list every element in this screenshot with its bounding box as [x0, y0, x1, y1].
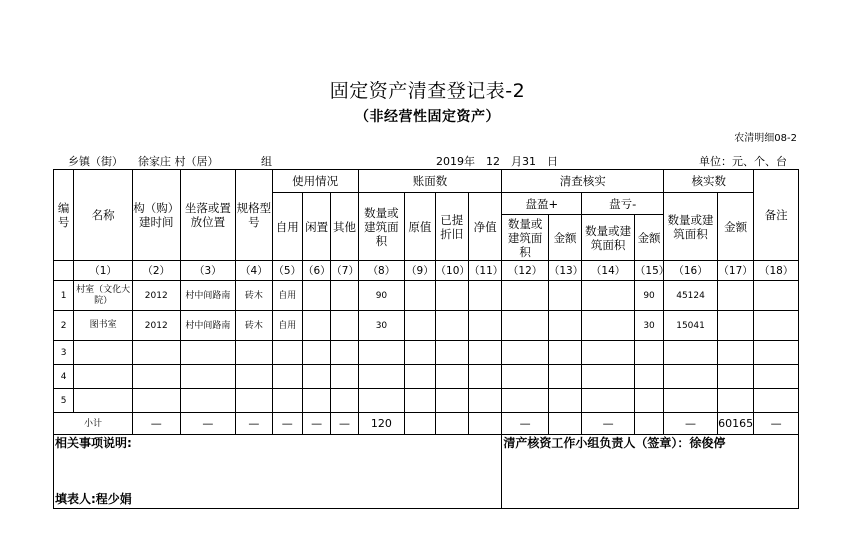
cell-net [468, 311, 501, 341]
cell-self-use [272, 341, 302, 365]
header-depreciation-label: 已提折旧 [440, 212, 464, 241]
cell-spec: 砖木 [236, 281, 272, 311]
cell-remark [754, 365, 799, 389]
responsible-cell [502, 435, 799, 509]
header-name [74, 170, 133, 261]
header-build-time-label: 构（购）建时间 [133, 201, 180, 229]
table-row [54, 365, 799, 389]
cell-surplus-amount [548, 341, 581, 365]
subtotal-build-time: — [132, 413, 180, 435]
cell-other [331, 389, 358, 413]
table-row [54, 281, 799, 311]
cell-verified-qty [664, 389, 718, 413]
table-row [54, 389, 799, 413]
cell-idle [302, 311, 330, 341]
filler-label: 填表人:程少娟 [55, 492, 132, 506]
header-book-label: 账面数 [412, 174, 448, 188]
column-number-10: （10） [435, 261, 468, 281]
header-book-qty [358, 193, 405, 261]
column-number-1: （1） [74, 261, 133, 281]
subtotal-verified-amount: 60165 [717, 413, 753, 435]
cell-other [331, 341, 358, 365]
cell-original [405, 311, 435, 341]
asset-ledger-table [53, 169, 799, 509]
column-number-row [54, 261, 799, 281]
header-original [405, 193, 435, 261]
cell-location: 村中间路南 [180, 281, 236, 311]
column-number-18: （18） [754, 261, 799, 281]
header-usage-label: 使用情况 [292, 174, 339, 188]
header-book-qty-label: 数量或建筑面积 [364, 205, 399, 248]
header-verified-amount [717, 193, 753, 261]
header-book [358, 170, 502, 193]
subtotal-surplus-qty: — [502, 413, 549, 435]
header-no-label: 编号 [57, 201, 70, 229]
cell-self-use [272, 389, 302, 413]
cell-surplus-amount [548, 389, 581, 413]
header-deficit-qty [582, 215, 635, 261]
subtotal-original [405, 413, 435, 435]
cell-spec [236, 365, 272, 389]
cell-deficit-amount [634, 365, 663, 389]
cell-book-qty [358, 341, 405, 365]
table-row [54, 341, 799, 365]
cell-net [468, 341, 501, 365]
cell-other [331, 311, 358, 341]
header-name-label: 名称 [91, 208, 115, 222]
header-check-label: 清查核实 [559, 174, 606, 188]
cell-surplus-qty [502, 389, 549, 413]
cell-location: 村中间路南 [180, 311, 236, 341]
header-other-label: 其他 [332, 219, 356, 234]
cell-no: 4 [54, 365, 74, 389]
colnum-blank [54, 261, 74, 281]
notes-label: 相关事项说明: [55, 436, 132, 450]
cell-verified-amount [717, 311, 753, 341]
cell-idle [302, 365, 330, 389]
header-no [54, 170, 74, 261]
cell-name: 村室（文化大院） [74, 281, 133, 311]
header-self-use [272, 193, 302, 261]
cell-remark [754, 389, 799, 413]
cell-remark [754, 341, 799, 365]
cell-verified-amount [717, 341, 753, 365]
cell-original [405, 341, 435, 365]
responsible-label: 清产核资工作小组负责人（签章）：徐俊停 [503, 436, 726, 450]
header-spec [236, 170, 272, 261]
cell-deficit-qty [582, 281, 635, 311]
form-code: 农清明细08-2 [734, 133, 797, 144]
header-verified-amount-label: 金额 [724, 219, 748, 234]
header-idle [302, 193, 330, 261]
cell-net [468, 281, 501, 311]
cell-deficit-amount: 90 [634, 281, 663, 311]
cell-depreciation [435, 281, 468, 311]
header-location-label: 坐落或置放位置 [184, 201, 231, 229]
cell-build-time [132, 365, 180, 389]
cell-book-qty [358, 389, 405, 413]
column-number-14: （14） [582, 261, 635, 281]
subtotal-self-use: — [272, 413, 302, 435]
cell-remark [754, 281, 799, 311]
subtotal-net [468, 413, 501, 435]
cell-surplus-qty [502, 281, 549, 311]
cell-book-qty [358, 365, 405, 389]
header-deficit-amount [634, 215, 663, 261]
subtotal-verified-qty: — [664, 413, 718, 435]
cell-surplus-amount [548, 311, 581, 341]
header-remark [754, 170, 799, 261]
cell-no: 3 [54, 341, 74, 365]
cell-name [74, 365, 133, 389]
cell-original [405, 281, 435, 311]
cell-verified-amount [717, 281, 753, 311]
cell-deficit-amount [634, 341, 663, 365]
cell-depreciation [435, 389, 468, 413]
header-self-use-label: 自用 [275, 219, 299, 234]
cell-deficit-qty [582, 311, 635, 341]
column-number-4: （4） [236, 261, 272, 281]
subtotal-depreciation [435, 413, 468, 435]
column-number-13: （13） [548, 261, 581, 281]
column-number-15: （15） [634, 261, 663, 281]
cell-location [180, 341, 236, 365]
cell-other [331, 365, 358, 389]
subtotal-location: — [180, 413, 236, 435]
subtotal-label: 小计 [54, 413, 133, 435]
cell-name [74, 341, 133, 365]
header-usage [272, 170, 358, 193]
subtotal-book-qty: 120 [358, 413, 405, 435]
cell-surplus-qty [502, 365, 549, 389]
header-depreciation [435, 193, 468, 261]
column-number-7: （7） [331, 261, 358, 281]
column-number-12: （12） [502, 261, 549, 281]
cell-spec [236, 341, 272, 365]
cell-no: 2 [54, 311, 74, 341]
cell-remark [754, 311, 799, 341]
subtotal-deficit-qty: — [582, 413, 635, 435]
header-other [331, 193, 358, 261]
cell-depreciation [435, 311, 468, 341]
cell-no: 5 [54, 389, 74, 413]
cell-no: 1 [54, 281, 74, 311]
cell-build-time [132, 341, 180, 365]
cell-verified-qty: 15041 [664, 311, 718, 341]
report-date: 2019年 12 月31 日 [436, 155, 558, 168]
cell-net [468, 365, 501, 389]
header-surplus-amount [548, 215, 581, 261]
cell-build-time [132, 389, 180, 413]
header-build-time [132, 170, 180, 261]
subtotal-remark: — [754, 413, 799, 435]
header-deficit-amount-label: 金额 [637, 230, 661, 245]
cell-location [180, 389, 236, 413]
cell-spec: 砖木 [236, 311, 272, 341]
header-remark-label: 备注 [764, 208, 788, 222]
subtotal-spec: — [236, 413, 272, 435]
table-row [54, 311, 799, 341]
header-idle-label: 闲置 [305, 219, 329, 234]
cell-deficit-amount [634, 389, 663, 413]
column-number-6: （6） [302, 261, 330, 281]
cell-surplus-amount [548, 281, 581, 311]
header-net-label: 净值 [473, 219, 497, 234]
cell-book-qty: 30 [358, 311, 405, 341]
header-deficit-label: 盘亏- [609, 196, 637, 211]
cell-depreciation [435, 365, 468, 389]
cell-build-time: 2012 [132, 281, 180, 311]
cell-surplus-qty [502, 311, 549, 341]
header-deficit [582, 193, 664, 215]
cell-deficit-amount: 30 [634, 311, 663, 341]
cell-verified-amount [717, 365, 753, 389]
header-surplus [502, 193, 582, 215]
header-surplus-label: 盘盈+ [525, 196, 559, 211]
form-title: 固定资产清查登记表-2 [329, 80, 526, 102]
header-verified-qty-label: 数量或建筑面积 [667, 212, 714, 241]
header-verified-label: 核实数 [691, 174, 727, 188]
column-number-16: （16） [664, 261, 718, 281]
cell-self-use [272, 365, 302, 389]
cell-net [468, 389, 501, 413]
cell-deficit-qty [582, 341, 635, 365]
header-surplus-qty-label: 数量或建筑面积 [507, 216, 543, 259]
form-subtitle: （非经营性固定资产） [355, 109, 500, 125]
cell-verified-qty [664, 341, 718, 365]
column-number-9: （9） [405, 261, 435, 281]
cell-verified-qty [664, 365, 718, 389]
header-verified-qty [664, 193, 718, 261]
notes-cell [54, 435, 502, 509]
header-verified [664, 170, 754, 193]
unit-label: 单位：元、个、台 [699, 155, 787, 168]
cell-idle [302, 281, 330, 311]
cell-spec [236, 389, 272, 413]
header-surplus-amount-label: 金额 [553, 230, 577, 245]
cell-idle [302, 389, 330, 413]
header-original-label: 原值 [408, 219, 432, 234]
cell-build-time: 2012 [132, 311, 180, 341]
cell-surplus-amount [548, 365, 581, 389]
cell-self-use: 自用 [272, 281, 302, 311]
header-spec-label: 规格型号 [236, 201, 272, 229]
header-check [502, 170, 664, 193]
cell-surplus-qty [502, 341, 549, 365]
cell-original [405, 365, 435, 389]
column-number-8: （8） [358, 261, 405, 281]
header-surplus-qty [502, 215, 549, 261]
column-number-5: （5） [272, 261, 302, 281]
subtotal-surplus-amount [548, 413, 581, 435]
cell-book-qty: 90 [358, 281, 405, 311]
township-label: 乡镇（街） [68, 155, 123, 168]
cell-deficit-qty [582, 389, 635, 413]
header-location [180, 170, 236, 261]
cell-idle [302, 341, 330, 365]
cell-name [74, 389, 133, 413]
column-number-2: （2） [132, 261, 180, 281]
cell-location [180, 365, 236, 389]
column-number-17: （17） [717, 261, 753, 281]
cell-verified-qty: 45124 [664, 281, 718, 311]
group-label: 组 [261, 155, 272, 168]
subtotal-row [54, 413, 799, 435]
subtotal-deficit-amount [634, 413, 663, 435]
cell-other [331, 281, 358, 311]
header-net [468, 193, 501, 261]
cell-deficit-qty [582, 365, 635, 389]
cell-name: 图书室 [74, 311, 133, 341]
subtotal-other: — [331, 413, 358, 435]
subtotal-idle: — [302, 413, 330, 435]
cell-depreciation [435, 341, 468, 365]
column-number-3: （3） [180, 261, 236, 281]
cell-self-use: 自用 [272, 311, 302, 341]
cell-original [405, 389, 435, 413]
header-deficit-qty-label: 数量或建筑面积 [585, 223, 632, 252]
village-label: 徐家庄 村（居） [138, 155, 219, 168]
column-number-11: （11） [468, 261, 501, 281]
cell-verified-amount [717, 389, 753, 413]
